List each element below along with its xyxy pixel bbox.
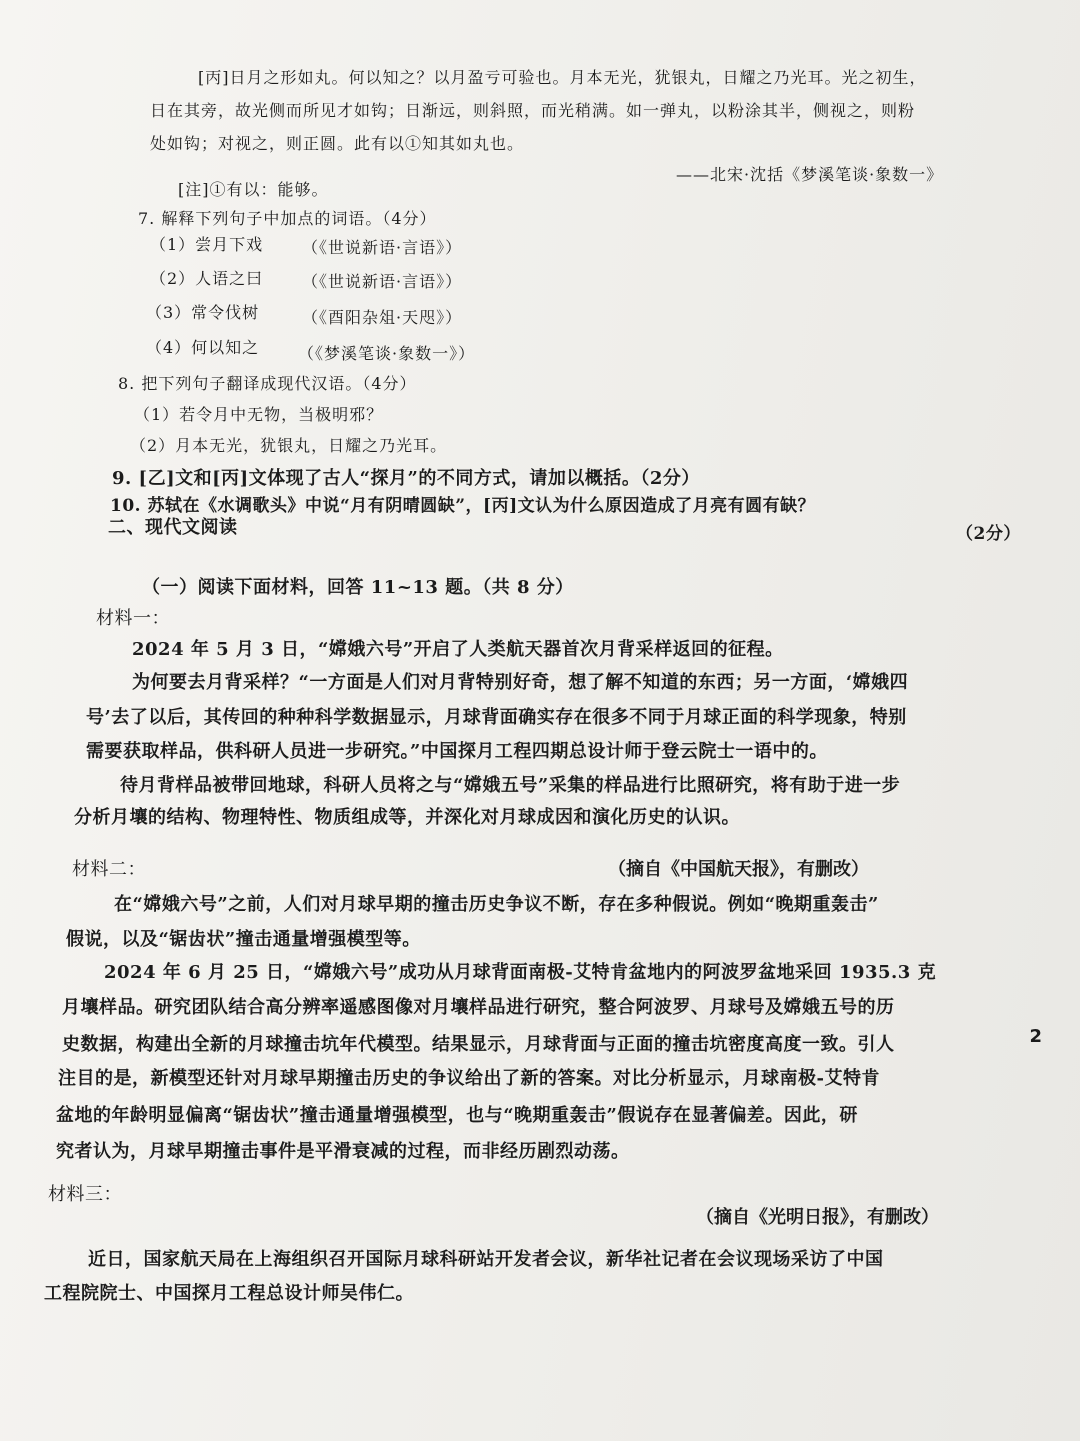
material1-label: 材料一： xyxy=(96,608,170,629)
material2-label: 材料二： xyxy=(72,859,146,880)
material1-line-2: 为何要去月背采样？“一方面是人们对月背特别好奇，想了解不知道的东西；另一方面，‘嫦娥四 xyxy=(132,672,909,693)
q10-score: （2分） xyxy=(956,524,1021,544)
q7-item-4-source: （《梦溪笔谈·象数一》） xyxy=(298,344,476,363)
q7-item-3: （3）常令伐树 xyxy=(146,303,260,322)
q9: 9. [乙]文和[丙]文体现了古人“探月”的不同方式，请加以概括。（2分） xyxy=(112,468,700,489)
material2-line-7: 盆地的年龄明显偏离“锯齿状”撞击通量增强模型，也与“晚期重轰击”假说存在显著偏差。因此，研 xyxy=(56,1105,858,1126)
material1-line-1: 2024 年 5 月 3 日，“嫦娥六号”开启了人类航天器首次月背采样返回的征程。 xyxy=(132,639,784,660)
classical-source: ——北宋·沈括《梦溪笔谈·象数一》 xyxy=(676,165,944,184)
material2-line-6: 注目的是，新模型还针对月球早期撞击历史的争议给出了新的答案。对比分析显示，月球南极-艾特肯 xyxy=(58,1068,880,1089)
section2-subheading: （一）阅读下面材料，回答 11~13 题。（共 8 分） xyxy=(142,577,574,598)
material2-line-4: 月壤样品。研究团队结合高分辨率遥感图像对月壤样品进行研究，整合阿波罗、月球号及嫦娥五号的历 xyxy=(62,997,895,1018)
q8-item-1: （1）若令月中无物，当极明邪？ xyxy=(134,405,384,424)
material3-line-1: 近日，国家航天局在上海组织召开国际月球科研站开发者会议，新华社记者在会议现场采访了中国 xyxy=(88,1249,884,1270)
material1-source: （摘自《中国航天报》，有删改） xyxy=(608,859,869,880)
q7-item-2-source: （《世说新语·言语》） xyxy=(302,272,463,291)
classical-line-3: 处如钩；对视之，则正圆。此有以①知其如丸也。 xyxy=(150,134,525,153)
classical-line-1: [丙]日月之形如丸。何以知之？以月盈亏可验也。月本无光，犹银丸，日耀之乃光耳。光之初生， xyxy=(198,68,927,87)
section2-heading: 二、现代文阅读 xyxy=(108,517,238,538)
classical-note: [注]①有以：能够。 xyxy=(178,180,329,199)
q7-item-3-source: （《酉阳杂俎·天咫》） xyxy=(302,308,463,327)
q7-item-2: （2）人语之曰 xyxy=(150,269,264,288)
material2-line-8: 究者认为，月球早期撞击事件是平滑衰减的过程，而非经历剧烈动荡。 xyxy=(56,1141,630,1162)
q7-item-1: （1）尝月下戏 xyxy=(150,235,264,254)
material2-line-2: 假说，以及“锯齿状”撞击通量增强模型等。 xyxy=(66,929,421,950)
material1-line-6: 分析月壤的结构、物理特性、物质组成等，并深化对月球成因和演化历史的认识。 xyxy=(74,807,740,828)
page-number: 2 xyxy=(1029,1026,1042,1047)
material3-line-2: 工程院院士、中国探月工程总设计师吴伟仁。 xyxy=(44,1283,414,1304)
material2-line-1: 在“嫦娥六号”之前，人们对月球早期的撞击历史争议不断，存在多种假说。例如“晚期重轰击” xyxy=(114,894,879,915)
material2-source: （摘自《光明日报》，有删改） xyxy=(696,1207,939,1228)
material3-label: 材料三： xyxy=(48,1184,122,1205)
q10: 10. 苏轼在《水调歌头》中说“月有阴晴圆缺”，[丙]文认为什么原因造成了月亮有圆有缺？ xyxy=(110,496,816,516)
q8-item-2: （2）月本无光，犹银丸，日耀之乃光耳。 xyxy=(130,436,448,455)
material1-line-4: 需要获取样品，供科研人员进一步研究。”中国探月工程四期总设计师于登云院士一语中的。 xyxy=(86,741,828,762)
q8-stem: 8. 把下列句子翻译成现代汉语。（4分） xyxy=(118,374,417,393)
material1-line-5: 待月背样品被带回地球，科研人员将之与“嫦娥五号”采集的样品进行比照研究，将有助于进一步 xyxy=(120,775,901,796)
q7-item-4: （4）何以知之 xyxy=(146,338,260,357)
material2-line-3: 2024 年 6 月 25 日，“嫦娥六号”成功从月球背面南极-艾特肯盆地内的阿波罗盆地采回 1935.3 克 xyxy=(104,962,937,983)
q7-stem: 7. 解释下列句子中加点的词语。（4分） xyxy=(138,209,437,228)
q7-item-1-source: （《世说新语·言语》） xyxy=(302,238,463,257)
classical-line-2: 日在其旁，故光侧而所见才如钩；日渐远，则斜照，而光稍满。如一弹丸，以粉涂其半，侧视之，则粉 xyxy=(150,101,916,120)
material1-line-3: 号’去了以后，其传回的种种科学数据显示，月球背面确实存在很多不同于月球正面的科学现象，特别 xyxy=(86,707,907,728)
material2-line-5: 史数据，构建出全新的月球撞击坑年代模型。结果显示，月球背面与正面的撞击坑密度高度一致。引人 xyxy=(62,1034,895,1055)
